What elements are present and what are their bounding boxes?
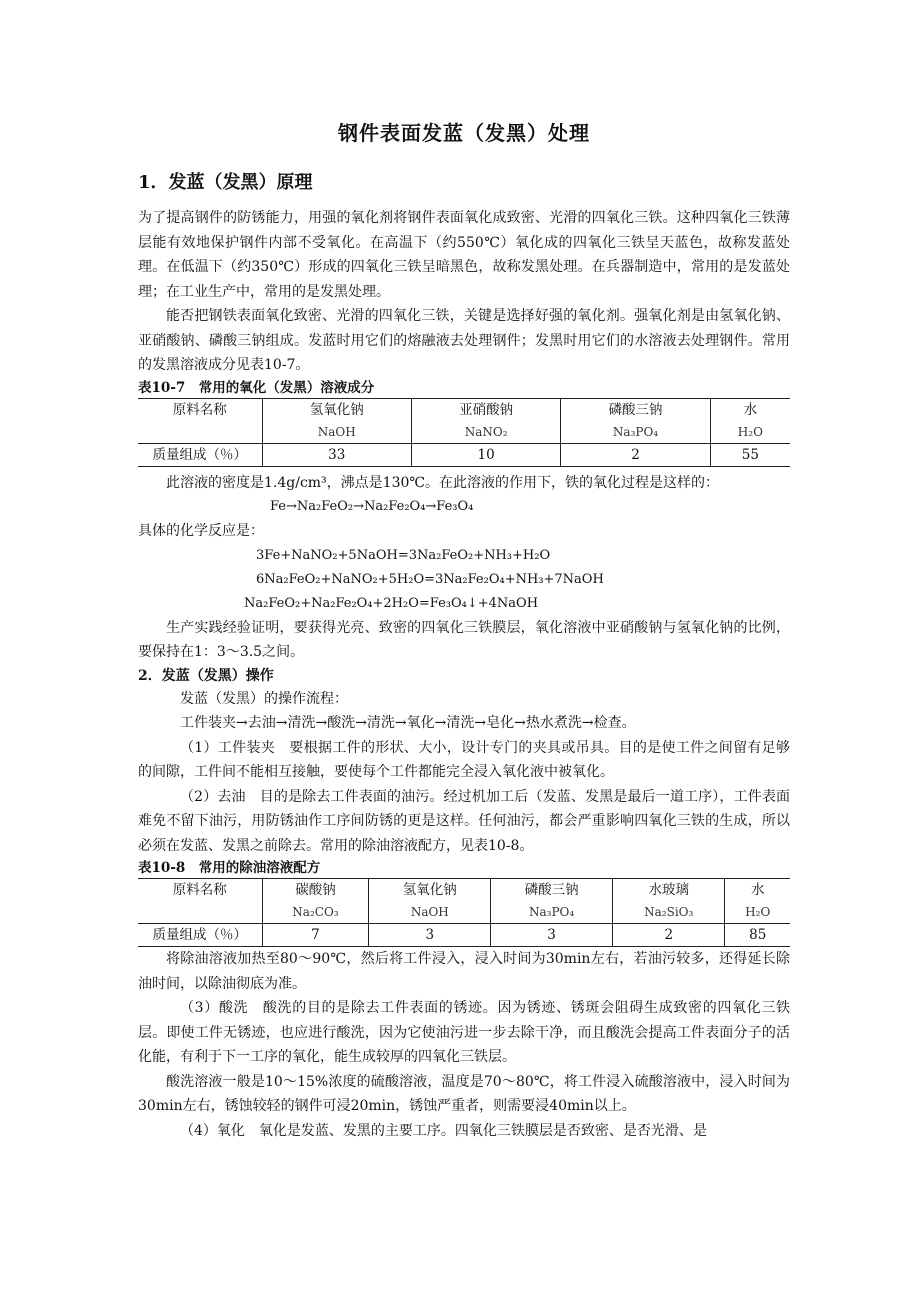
paragraph-oxidizer: 能否把钢铁表面氧化致密、光滑的四氧化三铁，关键是选择好强的氧化剂。强氧化剂是由氢氧化钠、亚硝酸钠、磷酸三钠组成。发蓝时用它们的熔融液去处理钢件；发黑时用它们的水溶液去处理钢件。常用的发黑溶液成分见表10-7。: [138, 308, 790, 373]
paragraph-step-pickling: （3）酸洗 酸洗的目的是除去工件表面的锈迹。因为锈迹、锈斑会阻碍生成致密的四氧化三铁层。即使工件无锈迹，也应进行酸洗，因为它使油污进一步去除干净，而且酸洗会提高工件表面分子的活化能，有利于下一工序的氧化，能生成较厚的四氧化三铁层。: [138, 1000, 790, 1065]
table-degreasing-solution: [138, 878, 790, 947]
paragraph-step-clamping: （1）工件装夹 要根据工件的形状、大小，设计专门的夹具或吊具。目的是使工件之间留有足够的间隙，工件间不能相互接触，要使每个工件都能完全浸入氧化液中被氧化。: [138, 739, 790, 780]
table-cell: 磷酸三钠 Na₃PO₄: [491, 879, 613, 924]
table-cell: 7: [262, 924, 369, 947]
paragraph-pickling-solution: 酸洗溶液一般是10～15%浓度的硫酸溶液，温度是70～80℃，将工件浸入硫酸溶液中，浸入时间为30min左右，锈蚀较轻的钢件可浸20min，锈蚀严重者，则需要浸40min以上。: [138, 1073, 790, 1114]
table-cell: 亚硝酸钠 NaNO₂: [411, 398, 560, 443]
table-row: [138, 879, 790, 924]
process-chain: Fe→Na₂FeO₂→Na₂Fe₂O₄→Fe₃O₄: [270, 499, 474, 514]
table-cell: 33: [262, 443, 411, 466]
table-cell: 2: [561, 443, 710, 466]
paragraph-flow-intro: 发蓝（发黑）的操作流程：: [180, 690, 348, 707]
paragraph-principle-intro: 为了提高钢件的防锈能力，用强的氧化剂将钢件表面氧化成致密、光滑的四氧化三铁。这种四氧化三铁薄层能有效地保护钢件内部不受氧化。在高温下（约550℃）氧化成的四氧化三铁呈天蓝色，故称发蓝处理。在低温下（约350℃）形成的四氧化三铁呈暗黑色，故称发黑处理。在兵器制造中，常用的是发蓝处理；在工业生产中，常用的是发黑处理。: [138, 210, 790, 300]
paragraph-density: 此溶液的密度是1.4g/cm³，沸点是130℃。在此溶液的作用下，铁的氧化过程是这样的：: [166, 474, 720, 491]
table-cell: 水 H₂O: [710, 398, 790, 443]
paragraph-degreasing-temp: 将除油溶液加热至80～90℃，然后将工件浸入，浸入时间为30min左右，若油污较多，还得延长除油时间，以除油彻底为准。: [138, 951, 790, 992]
table-cell: 质量组成（％）: [138, 443, 262, 466]
table-row: [138, 924, 790, 947]
document-body: [138, 118, 790, 1143]
table-cell: 氢氧化钠 NaOH: [369, 879, 491, 924]
table-cell: 85: [725, 924, 790, 947]
table-cell: 水玻璃 Na₂SiO₃: [613, 879, 725, 924]
table-cell: 氢氧化钠 NaOH: [262, 398, 411, 443]
table-cell: 原料名称: [138, 879, 262, 924]
table-cell: 磷酸三钠 Na₃PO₄: [561, 398, 710, 443]
table-cell: 55: [710, 443, 790, 466]
paragraph-step-degreasing: （2）去油 目的是除去工件表面的油污。经过机加工后（发蓝、发黑是最后一道工序），工件表面难免不留下油污，用防锈油作工序间防锈的更是这样。任何油污，都会严重影响四氧化三铁的生成，所以必须在发蓝、发黑之前除去。常用的除油溶液配方，见表10-8。: [138, 788, 790, 854]
table-cell: 10: [411, 443, 560, 466]
table-row: [138, 398, 790, 443]
reaction-equation-2: 6Na₂FeO₂+NaNO₂+5H₂O=3Na₂Fe₂O₄+NH₃+7NaOH: [256, 571, 604, 587]
paragraph-step-oxidation: （4）氧化 氧化是发蓝、发黑的主要工序。四氧化三铁膜层是否致密、是否光滑、是: [180, 1122, 707, 1139]
section-heading-principle: 1．发蓝（发黑）原理: [138, 172, 313, 193]
table-row: [138, 443, 790, 466]
reaction-equation-1: 3Fe+NaNO₂+5NaOH=3Na₂FeO₂+NH₃+H₂O: [256, 547, 551, 563]
table-cell: 原料名称: [138, 398, 262, 443]
table-cell: 质量组成（％）: [138, 924, 262, 947]
table-cell: 2: [613, 924, 725, 947]
table-cell: 碳酸钠 Na₂CO₃: [262, 879, 369, 924]
operation-flow: 工件装夹→去油→清洗→酸洗→清洗→氧化→清洗→皂化→热水煮洗→检查。: [180, 715, 636, 731]
table-caption-10-7: 表10-7 常用的氧化（发黑）溶液成分: [138, 379, 375, 396]
table-cell: 3: [369, 924, 491, 947]
section-heading-operation: 2．发蓝（发黑）操作: [138, 667, 274, 684]
table-caption-10-8: 表10-8 常用的除油溶液配方: [138, 860, 321, 876]
table-oxidizing-solution: [138, 398, 790, 467]
table-cell: 水 H₂O: [725, 879, 790, 924]
paragraph-ratio: 生产实践经验证明，要获得光亮、致密的四氧化三铁膜层，氧化溶液中亚硝酸钠与氢氧化钠的比例，要保持在1：3～3.5之间。: [138, 619, 790, 660]
paragraph-reactions-intro: 具体的化学反应是：: [138, 523, 264, 539]
table-cell: 3: [491, 924, 613, 947]
document-title: 钢件表面发蓝（发黑）处理: [338, 121, 590, 145]
reaction-equation-3: Na₂FeO₂+Na₂Fe₂O₄+2H₂O=Fe₃O₄↓+4NaOH: [244, 595, 539, 611]
